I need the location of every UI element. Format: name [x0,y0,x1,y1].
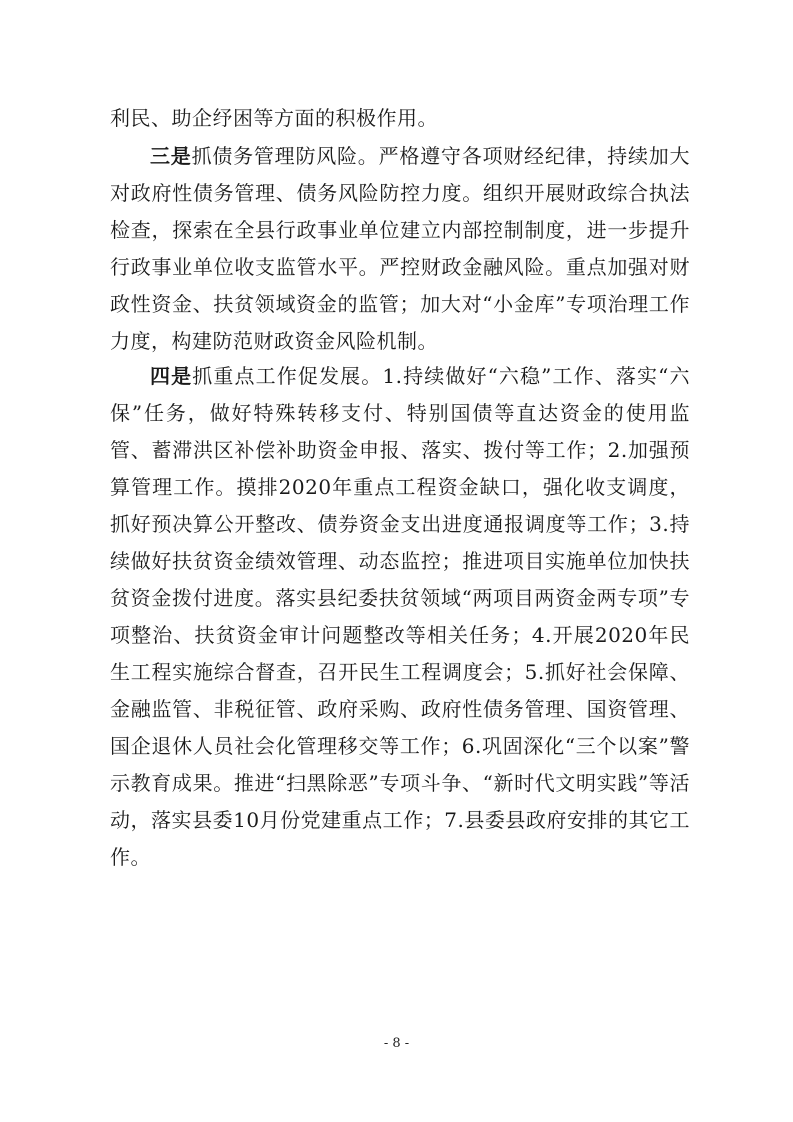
paragraph-continuation [110,100,690,137]
paragraph-key-work [110,358,690,876]
paragraph-text: 抓重点工作促发展。1.持续做好“六稳”工作、落实“六保”任务，做好特殊转移支付、特别国债等直达资金的使用监管、蓄滞洪区补偿补助资金申报、落实、拨付等工作；2.加强预算管理工作。摸排2020年重点工程资金缺口，强化收支调度，抓好预决算公开整改、债券资金支出进度通报调度等工作；3.持续做好扶贫资金绩效管理、动态监控；推进项目实施单位加快扶贫资金拨付进度。落实县纪委扶贫领域“两项目两资金两专项”专项整治、扶贫资金审计问题整改等相关任务；4.开展2020年民生工程实施综合督查，召开民生工程调度会；5.抓好社会保障、金融监管、非税征管、政府采购、政府性债务管理、国资管理、国企退休人员社会化管理移交等工作；6.巩固深化“三个以案”警示教育成果。推进“扫黑除恶”专项斗争、“新时代文明实践”等活动，落实县委10月份党建重点工作；7.县委县政府安排的其它工作。 [110,364,690,869]
paragraph-text: 抓债务管理防风险。严格遵守各项财经纪律，持续加大对政府性债务管理、债务风险防控力度。组织开展财政综合执法检查，探索在全县行政事业单位建立内部控制制度，进一步提升行政事业单位收支监管水平。严控财政金融风险。重点加强对财政性资金、扶贫领域资金的监管；加大对“小金库”专项治理工作力度，构建防范财政资金风险机制。 [110,144,691,353]
page-number: - 8 - [383,1036,410,1051]
paragraph-lead: 四是 [150,364,193,388]
paragraph-lead: 三是 [150,144,192,168]
paragraph-text: 利民、助企纾困等方面的积极作用。 [110,106,438,130]
paragraph-debt-management [110,138,690,360]
